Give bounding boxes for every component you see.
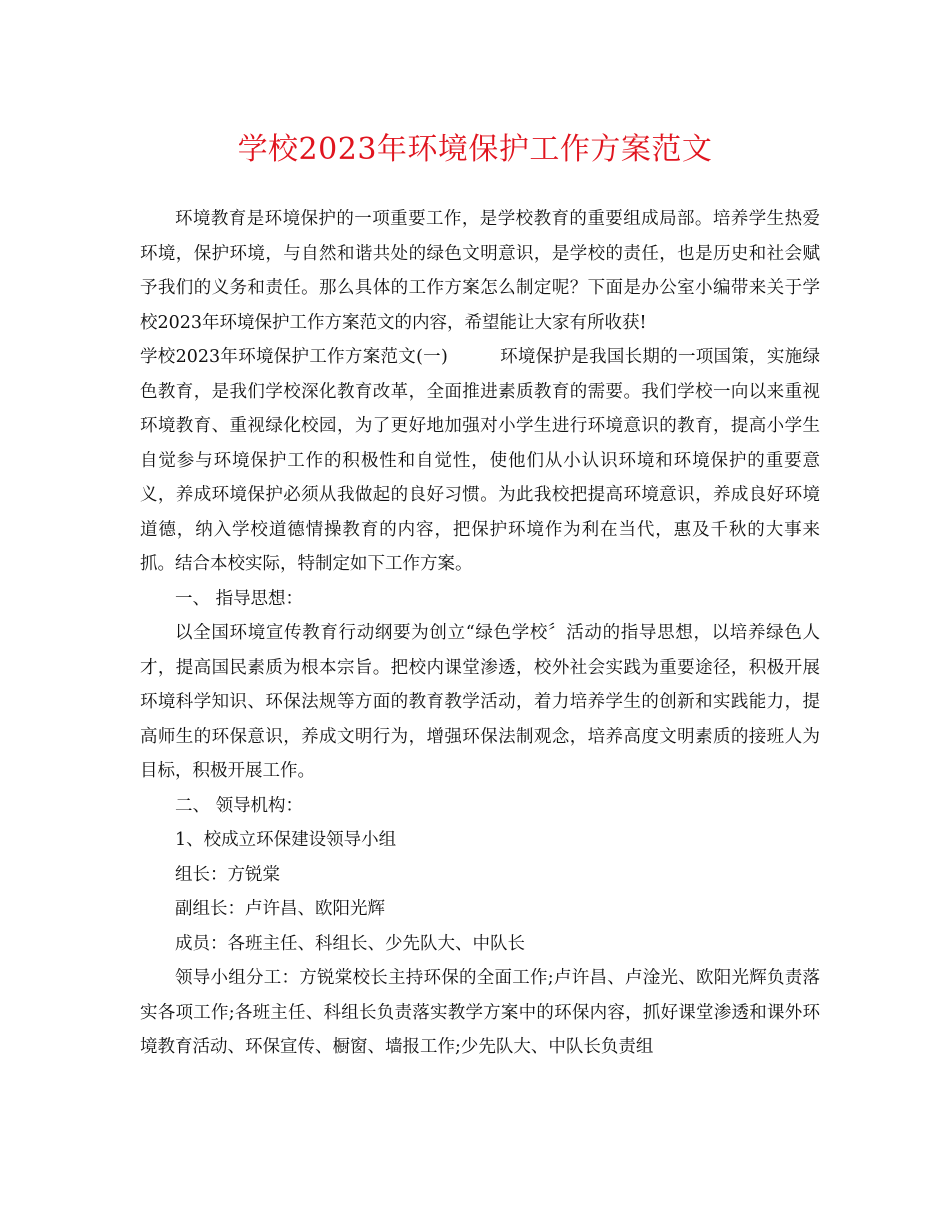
division-paragraph: 领导小组分工：方锐棠校长主持环保的全面工作;卢许昌、卢淦光、欧阳光辉负责落实各项工作;各班主任、科组长负责落实教学方案中的环保内容，抓好课堂渗透和课外环境教育活动、环保宣传、橱窗、墙报工作;少先队大、中队长负责组: [140, 968, 820, 1057]
leader-line: 组长：方锐棠: [175, 864, 280, 885]
section-text: 环境保护是我国长期的一项国策，实施绿色教育，是我们学校深化教育改革，全面推进素质教育的需要。我们学校一向以来重视环境教育、重视绿化校园，为了更好地加强对小学生进行环境意识的教育，提高小学生自觉参与环境保护工作的积极性和自觉性，使他们从小认识环境和环境保护的重要意义，养成环境保护必须从我做起的良好习惯。为此我校把提高环境意识，养成良好环境道德，纳入学校道德情操教育的内容，把保护环境作为利在当代，惠及千秋的大事来抓。结合本校实际，特制定如下工作方案。: [140, 347, 820, 574]
document-title: 学校2023年环境保护工作方案范文: [237, 132, 713, 167]
section-paragraph: [140, 340, 820, 582]
intro-paragraph: [140, 202, 820, 340]
section-title: 学校2023年环境保护工作方案范文(一): [140, 347, 448, 367]
deputy-line: 副组长：卢许昌、欧阳光辉: [175, 899, 385, 919]
heading-leadership: 二、 领导机构：: [175, 795, 304, 816]
intro-text: 环境教育是环境保护的一项重要工作，是学校教育的重要组成局部。培养学生热爱环境，保护环境，与自然和谐共处的绿色文明意识，是学校的责任，也是历史和社会赋予我们的义务和责任。那么具体的工作方案怎么制定呢？下面是办公室小编带来关于学校2023年环境保护工作方案范文的内容，希望能让大家有所收获!: [140, 209, 820, 333]
members-line: 成员：各班主任、科组长、少先队大、中队长: [175, 933, 525, 954]
leadership-item: 1、校成立环保建设领导小组: [175, 830, 397, 850]
heading-guiding-ideology: 一、 指导思想：: [175, 588, 304, 609]
guiding-ideology-paragraph: 以全国环境宣传教育行动纲要为创立“绿色学校〞活动的指导思想，以培养绿色人才，提高国民素质为根本宗旨。把校内课堂渗透，校外社会实践为重要途径，积极开展环境科学知识、环保法规等方面的教育教学活动，着力培养学生的创新和实践能力，提高师生的环保意识，养成文明行为，增强环保法制观念，培养高度文明素质的接班人为目标，积极开展工作。: [140, 623, 820, 781]
document-body: [140, 202, 820, 1065]
